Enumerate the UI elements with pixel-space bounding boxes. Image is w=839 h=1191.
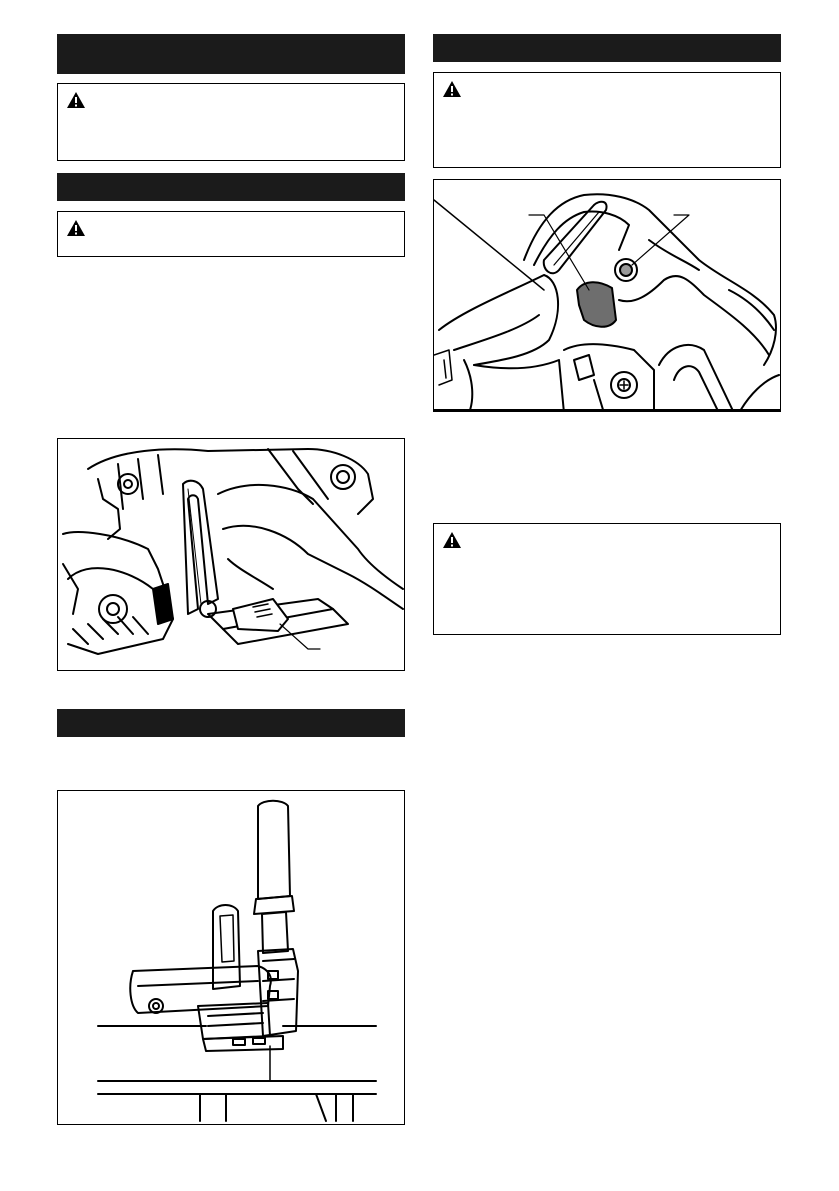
- warning-triangle-icon: [66, 91, 86, 109]
- figure-saw-lever: [57, 438, 405, 671]
- figure-handle-lock-button: [433, 179, 781, 412]
- warning-box-3: [433, 72, 781, 168]
- section-header-bar-4: [433, 34, 781, 62]
- warning-box-4: [433, 523, 781, 635]
- figure-saw-on-workpiece: [57, 790, 405, 1125]
- section-header-bar-1: [57, 34, 405, 74]
- warning-triangle-icon: [442, 80, 462, 98]
- warning-triangle-icon: [66, 219, 86, 237]
- warning-triangle-icon: [442, 531, 462, 549]
- section-header-bar-3: [57, 709, 405, 737]
- section-header-bar-2: [57, 173, 405, 201]
- warning-box-1: [57, 83, 405, 161]
- warning-box-2: [57, 211, 405, 257]
